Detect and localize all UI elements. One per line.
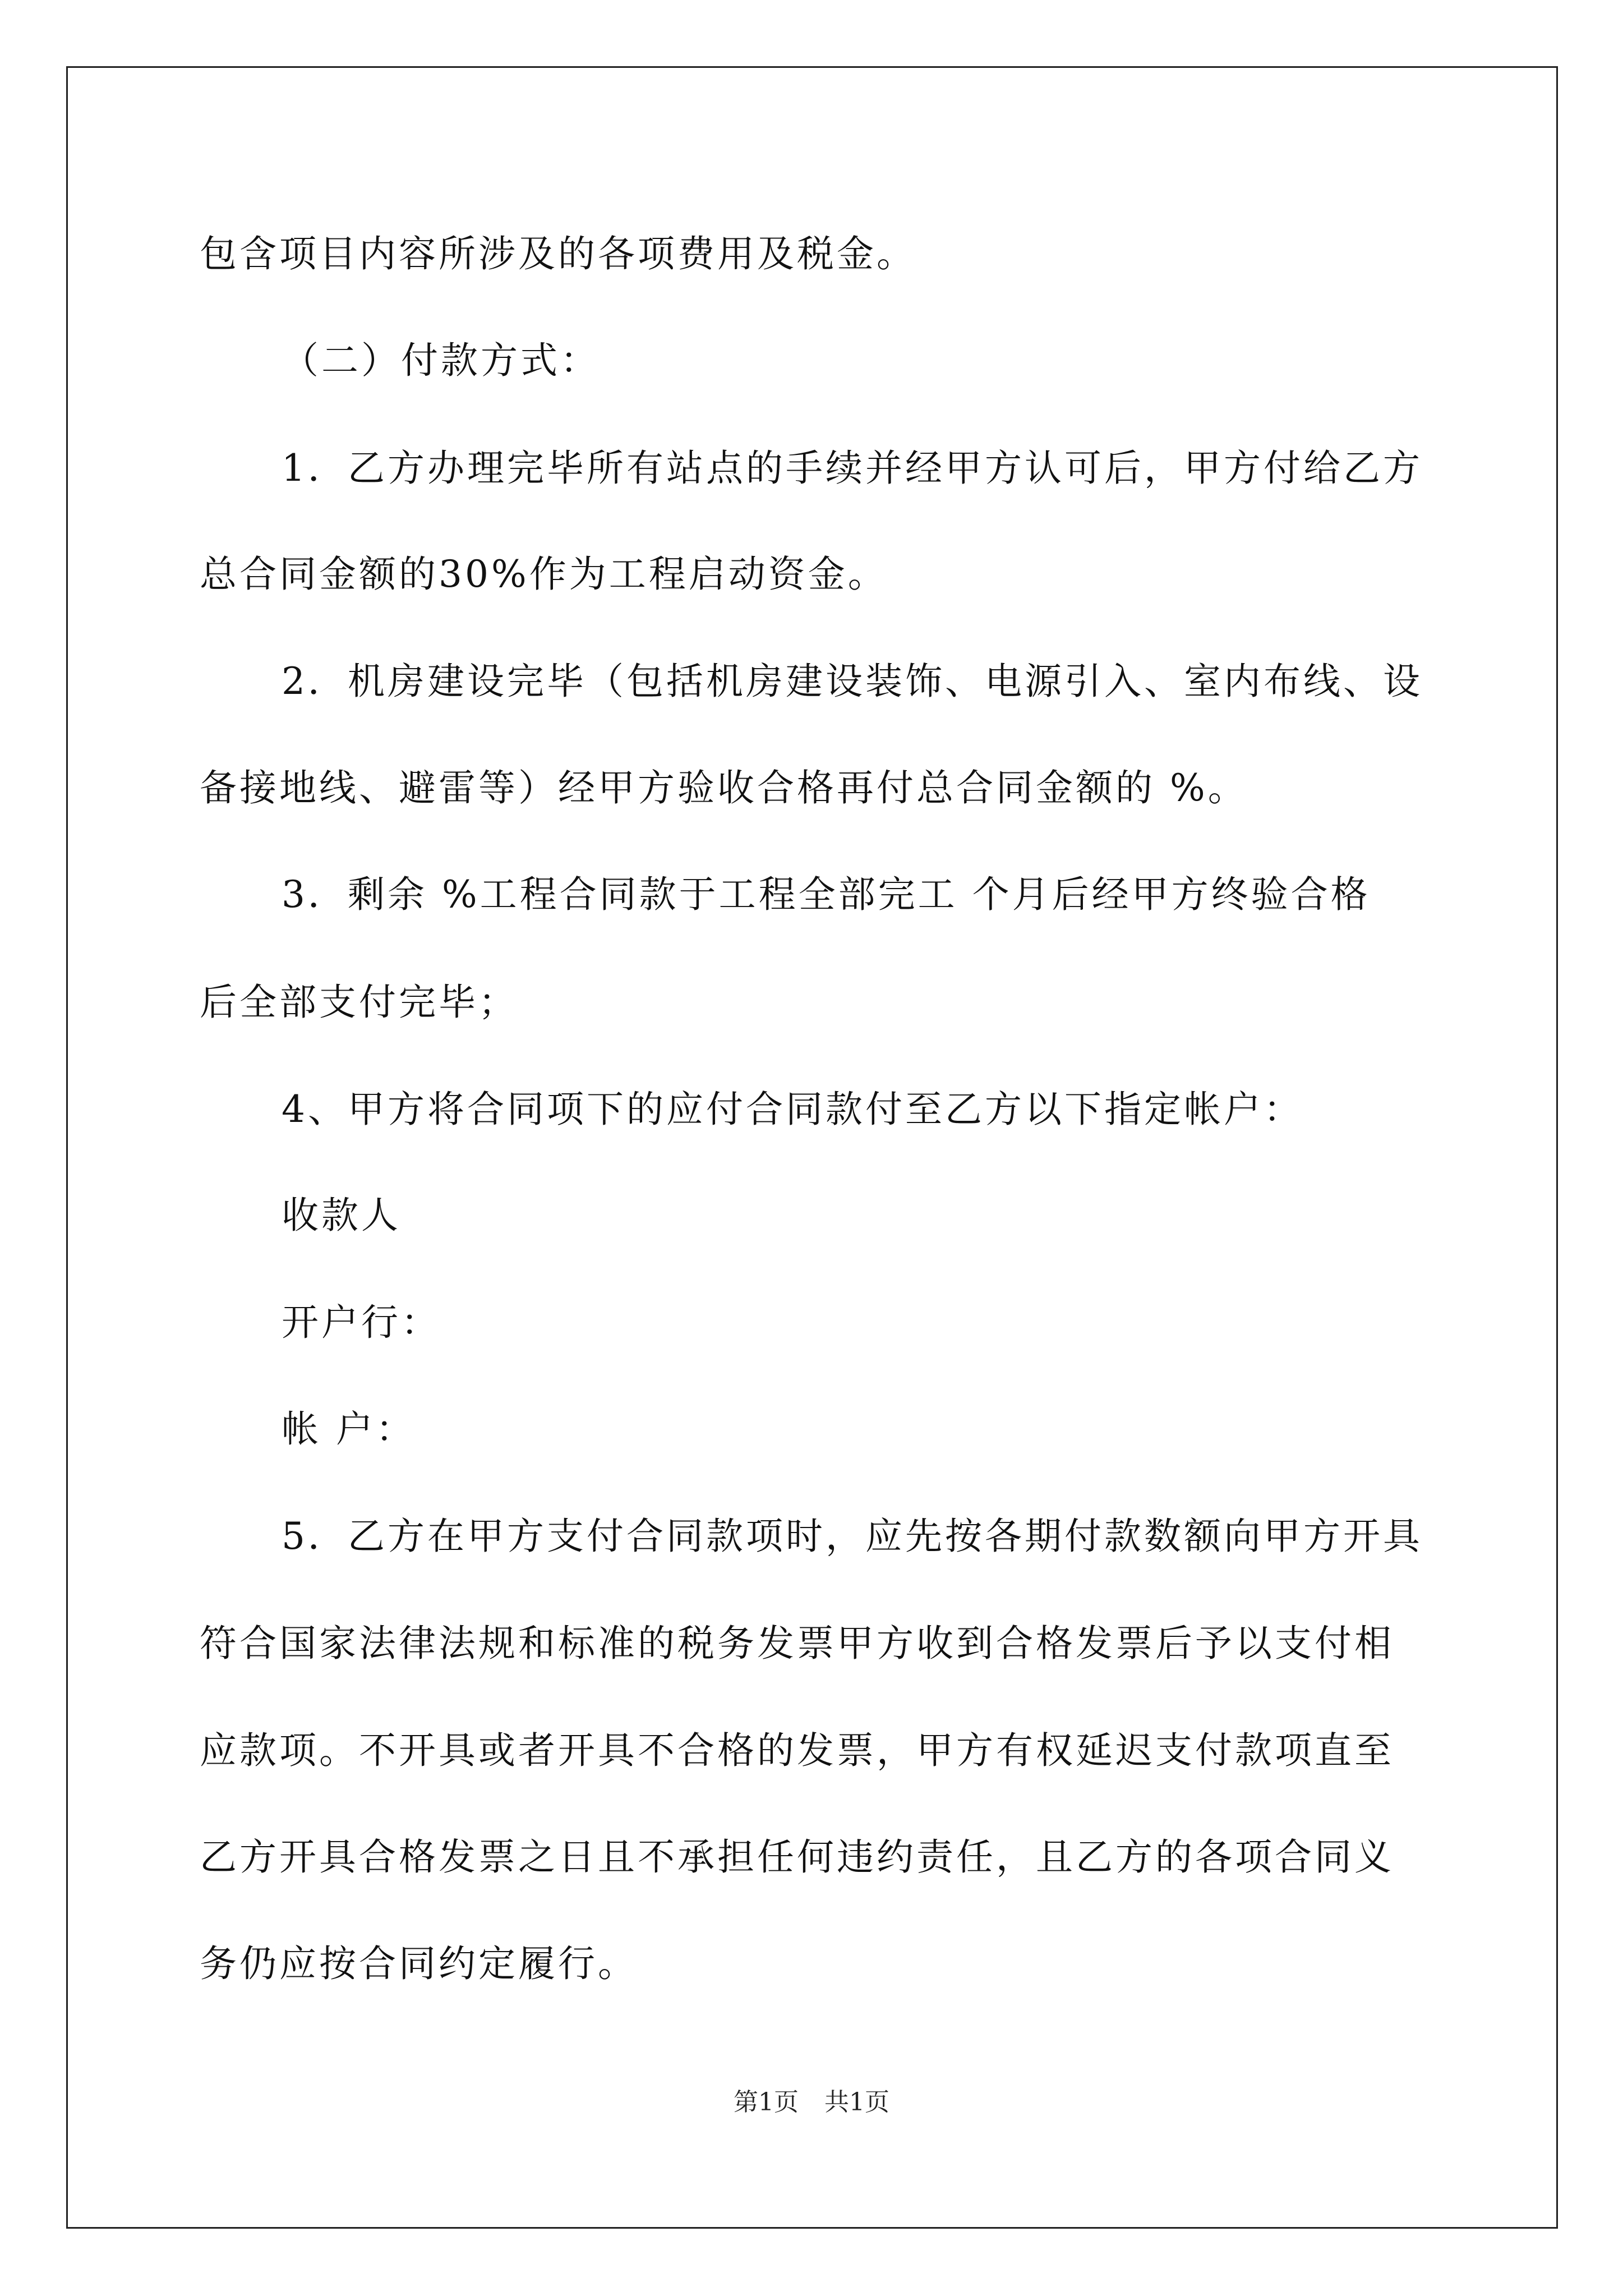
text-line: 乙方开具合格发票之日且不承担任何违约责任，且乙方的各项合同义 [200,1835,1394,1879]
text-line: 应款项。不开具或者开具不合格的发票，甲方有权延迟支付款项直至 [200,1729,1394,1772]
text-line: 4、甲方将合同项下的应付合同款付至乙方以下指定帐户： [282,1088,1303,1131]
text-line: 5．乙方在甲方支付合同款项时，应先按各期付款数额向甲方开具 [282,1515,1423,1558]
text-line: 总合同金额的30%作为工程启动资金。 [200,553,888,596]
field-label-account: 帐 户： [282,1407,416,1451]
text-line: 务仍应按合同约定履行。 [200,1942,638,1985]
field-label-payee: 收款人 [282,1194,401,1237]
text-line: 1．乙方办理完毕所有站点的手续并经甲方认可后，甲方付给乙方 [282,447,1423,490]
field-label-bank: 开户行： [282,1301,441,1344]
page-footer [0,2086,1623,2119]
section-heading: （二）付款方式： [282,339,600,382]
text-line: 3．剩余 %工程合同款于工程全部完工 个月后经甲方终验合格 [282,873,1371,916]
text-line: 后全部支付完毕； [200,981,518,1024]
page-count: 共1页 [824,2088,889,2116]
text-line: 2．机房建设完毕（包括机房建设装饰、电源引入、室内布线、设 [282,660,1423,703]
text-line: 包含项目内容所涉及的各项费用及税金。 [200,232,916,275]
text-line: 符合国家法律法规和标准的税务发票甲方收到合格发票后予以支付相 [200,1622,1394,1665]
text-line: 备接地线、避雷等）经甲方验收合格再付总合同金额的 %。 [200,766,1248,809]
page-border [66,66,1558,2229]
page-number: 第1页 [734,2088,799,2116]
